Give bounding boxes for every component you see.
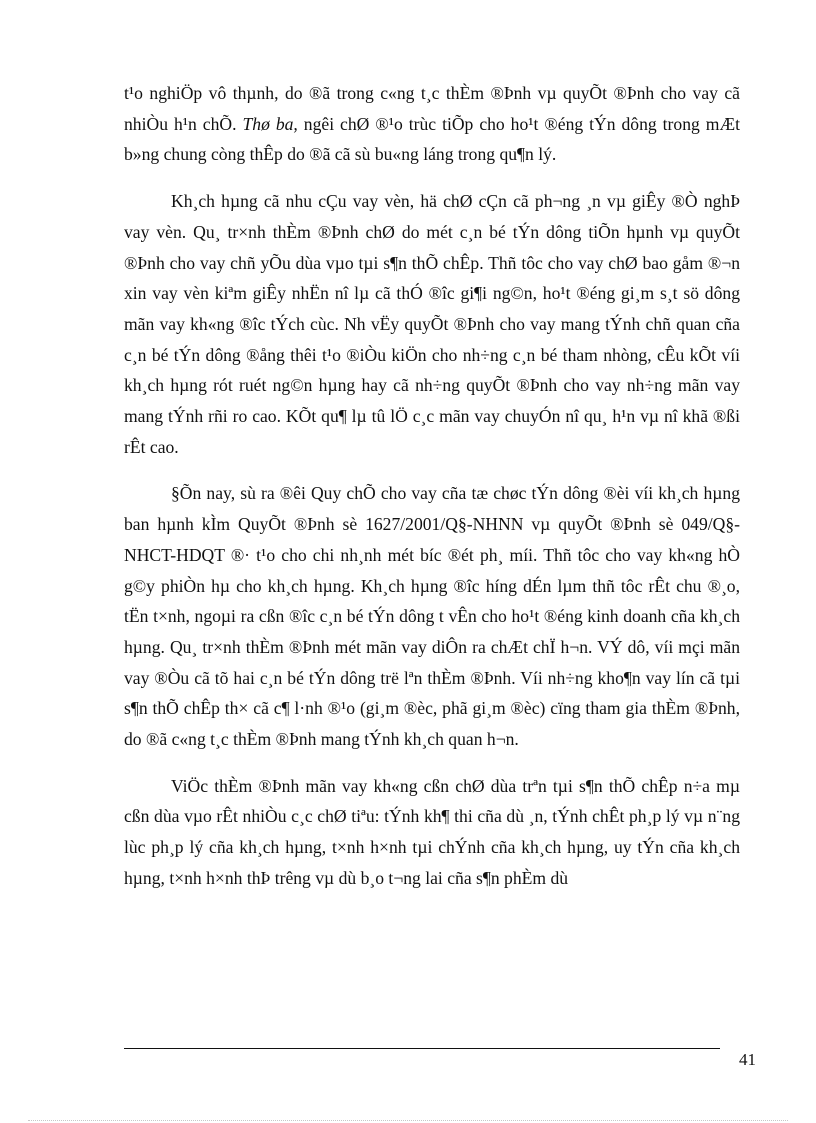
page-bottom-dotted-border — [28, 1120, 788, 1121]
paragraph-text: §Õn nay, sù ra ®êi Quy chÕ cho vay cña tæ chøc tÝn dông ®èi víi kh¸ch hµng ban hµnh kÌm QuyÕt ®Þnh sè 1627/2001/Q§-NHNN vµ quyÕt ®Þnh sè 049/Q§-NHCT-HDQT ®· t¹o cho chi nh¸nh mét bíc ®ét ph¸ míi. Thñ tôc cho vay kh«ng hÒ g©y phiÒn hµ cho kh¸ch hµng. Kh¸ch hµng ®îc híng dÉn lµm thñ tôc rÊt chu ®¸o, tËn t×nh, ngoµi ra cßn ®îc c¸n bé tÝn dông t vÊn cho ho¹t ®éng kinh doanh cña kh¸ch hµng. Qu¸ tr×nh thÈm ®Þnh mét mãn vay diÔn ra chÆt chÏ h¬n. VÝ dô, víi mçi mãn vay ®Òu cã tõ hai c¸n bé tÝn dông trë lªn thÈm ®Þnh. Víi nh÷ng kho¶n vay lín cã tµi s¶n thÕ chÊp th× cã c¶ l·nh ®¹o (gi¸m ®èc, phã gi¸m ®èc) cïng tham gia thÈm ®Þnh, do ®ã c«ng t¸c thÈm ®Þnh mang tÝnh kh¸ch quan h¬n. — [124, 483, 740, 750]
paragraph-text: ngêi chØ ®¹o trùc tiÕp cho ho¹t ®éng tÝn dông trong mÆt b»ng chung còng thÊp do ®ã cã sù bu«ng láng trong qu¶n lý. — [124, 113, 740, 165]
paragraph-text: t¹o nghiÖp vô thµnh, do ®ã trong c«ng t¸c thÈm ®Þnh vµ quyÕt ®Þnh cho vay cã nhiÒu h¹n chÕ. — [124, 83, 740, 134]
paragraph — [124, 478, 740, 754]
italic-phrase: Thø ba, — [242, 113, 298, 134]
paragraph-text: ViÖc thÈm ®Þnh mãn vay kh«ng cßn chØ dùa trªn tµi s¶n thÕ chÊp n÷a mµ cßn dùa vµo rÊt nhiÒu c¸c chØ tiªu: tÝnh kh¶ thi cña dù ¸n, tÝnh chÊt ph¸p lý vµ n¨ng lùc ph¸p lý cña kh¸ch hµng, t×nh h×nh tµi chÝnh cña kh¸ch hµng, uy tÝn cña kh¸ch hµng, t×nh h×nh thÞ trêng vµ dù b¸o t¬ng lai cña s¶n phÈm dù — [124, 775, 740, 888]
page-number: 41 — [739, 1050, 756, 1069]
paragraph — [124, 771, 740, 894]
paragraph — [124, 78, 740, 170]
footer-rule — [124, 1048, 720, 1049]
body-text — [124, 78, 740, 910]
paragraph-text: Kh¸ch hµng cã nhu cÇu vay vèn, hä chØ cÇn cã ph¬ng ¸n vµ giÊy ®Ò nghÞ vay vèn. Qu¸ tr×nh thÈm ®Þnh chØ do mét c¸n bé tÝn dông tiÕn hµnh vµ quyÕt ®Þnh cho vay chñ yÕu dùa vµo tµi s¶n thÕ chÊp. Thñ tôc cho vay chØ bao gåm ®¬n xin vay vèn kiªm giÊy nhËn nî lµ cã thÓ ®îc gi¶i ng©n, ho¹t ®éng gi¸m s¸t sö dông mãn vay kh«ng ®îc tÝch cùc. Nh vËy quyÕt ®Þnh cho vay mang tÝnh chñ quan cña c¸n bé tÝn dông ®ång thêi t¹o ®iÒu kiÖn cho nh÷ng c¸n bé tham nhòng, cÊu kÕt víi kh¸ch hµng rót ruét ng©n hµng hay cã nh÷ng quyÕt ®Þnh cho vay nh÷ng mãn vay mang tÝnh rñi ro cao. KÕt qu¶ lµ tû lÖ c¸c mãn vay chuyÓn nî qu¸ h¹n vµ nî khã ®ßi rÊt cao. — [124, 191, 740, 457]
paragraph — [124, 186, 740, 462]
